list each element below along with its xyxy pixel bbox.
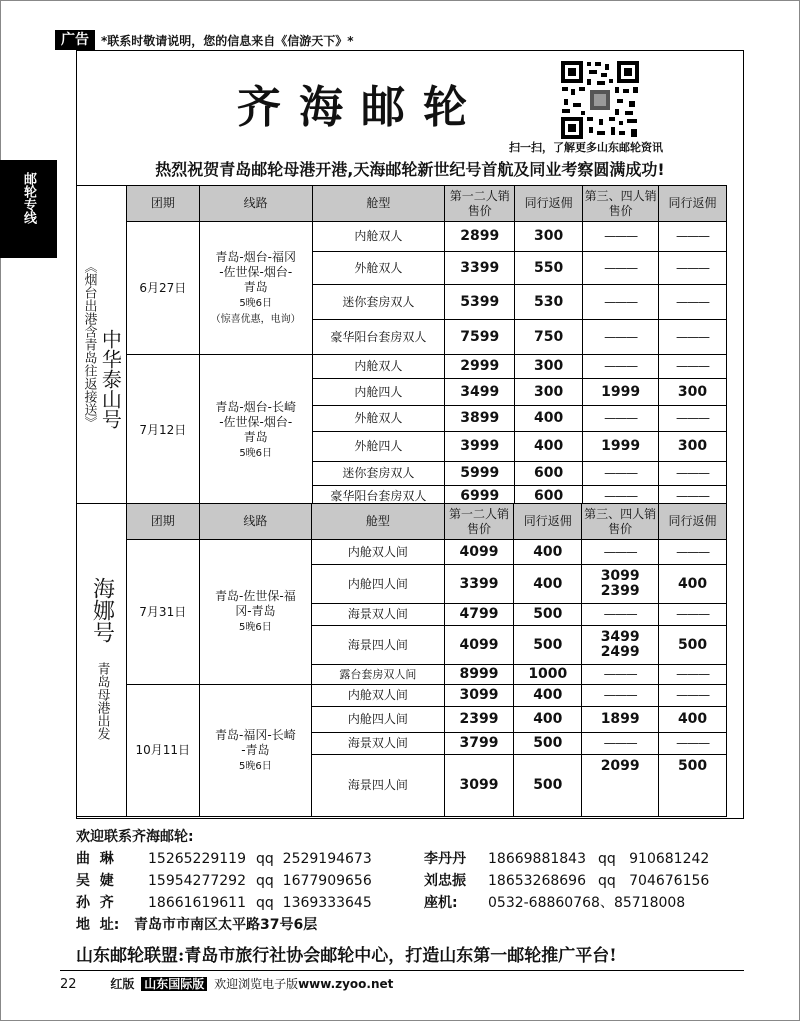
price34: ——— [583,285,659,320]
cabin-type: 外舱双人 [312,252,445,285]
footer [60,975,393,992]
rebate12: 500 [514,733,582,755]
cabin-type: 迷你套房双人 [312,462,445,486]
route-line: -青岛 [241,742,270,757]
contact-row [76,848,372,868]
contact-name: 刘忠振 [424,873,466,889]
rebate12: 300 [515,355,583,379]
header-price34: 第三、四人销售价 [582,504,659,540]
rebate12: 600 [515,462,583,486]
cabin-type: 海景双人间 [312,604,444,626]
group-date: 10月11日 [126,685,199,817]
header-route: 线路 [199,186,312,222]
cabin-type: 外舱四人 [312,432,445,462]
rebate34: ——— [659,406,727,432]
qr-code-icon[interactable] [559,59,641,141]
route-promo: （惊喜优惠，电询） [210,313,301,325]
ad-tag: 广告 [55,30,95,50]
qr-caption: 扫一扫，了解更多山东邮轮资讯 [509,141,663,154]
contact-phone: 18661619611 [148,895,246,911]
ship2-name: 海娜号 [89,576,115,643]
group-route [199,222,312,355]
section-badge: 山东国际版 [141,977,207,991]
header-rebate12: 同行返佣 [514,504,582,540]
price12: 7599 [445,320,515,355]
rebate12: 400 [514,685,582,707]
cabin-type: 内舱双人间 [312,540,444,565]
ship2-label-cell [77,504,126,817]
route-line: 青岛-烟台-福冈 [215,249,297,264]
cabin-type: 内舱四人间 [312,565,444,604]
contact-address [76,914,317,934]
rebate12: 300 [515,222,583,252]
landline-label: 座机: [424,895,458,911]
contact-qq: qq 1369333645 [256,895,372,911]
header-rebate34: 同行返佣 [659,186,727,222]
price12: 5399 [445,285,515,320]
contact-name: 李丹丹 [424,851,466,867]
rebate12: 1000 [514,665,582,685]
price12: 2399 [444,707,514,733]
ship2-table [77,503,727,817]
landline-value: 0532-68860768、85718008 [488,895,686,911]
contact-name: 孙 齐 [76,895,114,911]
footer-text: 欢迎浏览电子版 [214,977,299,991]
header-price12: 第一二人销售价 [445,186,515,222]
rebate34: 500 [659,755,727,817]
cabin-type: 外舱双人 [312,406,445,432]
rebate12: 600 [515,486,583,507]
route-line: -佐世保-烟台- [219,264,293,279]
price12: 3099 [444,755,514,817]
cabin-type: 内舱四人间 [312,707,444,733]
brand-title: 齐海邮轮 [237,82,485,133]
contact-landline [424,892,685,912]
contact-qq: qq 704676156 [598,873,710,889]
price12: 2899 [445,222,515,252]
group-date: 7月12日 [126,355,199,507]
rebate34: ——— [659,604,727,626]
price34: ——— [583,486,659,507]
address-value: 青岛市市南区太平路37号6层 [134,917,318,933]
route-line: 青岛-佐世保-福 [215,589,296,603]
route-line: -佐世保-烟台- [219,415,293,429]
contact-phone: 15954277292 [148,873,246,889]
route-line: 青岛 [243,430,268,444]
ad-header [55,30,745,50]
price34: 1999 [583,379,659,406]
route-line: 冈-青岛 [235,604,276,618]
ad-note: *联系时敬请说明，您的信息来自《信游天下》* [101,34,354,48]
route-duration: 5晚6日 [239,448,273,459]
contact-phone: 18669881843 [488,851,586,867]
price34: ——— [582,540,659,565]
price12: 4099 [444,540,514,565]
rebate12: 500 [514,626,582,665]
group-route [199,540,312,685]
group-date: 6月27日 [126,222,199,355]
rebate34: 300 [659,379,727,406]
header-cabin: 舱型 [312,504,444,540]
rebate34: ——— [659,733,727,755]
rebate12: 530 [515,285,583,320]
rebate12: 400 [514,540,582,565]
table-row [77,685,727,707]
contact-row [424,848,709,868]
side-tab-label: 邮轮专线 [21,172,36,224]
ship1-name: 中华泰山号 [98,328,123,429]
rebate34: 500 [659,626,727,665]
contact-phone: 18653268696 [488,873,586,889]
header-route: 线路 [199,504,312,540]
price34: 3099 2399 [582,565,659,604]
cabin-type: 海景双人间 [312,733,444,755]
cabin-type: 内舱双人 [312,355,445,379]
rebate12: 500 [514,755,582,817]
group-route [199,685,312,817]
header-price12: 第一二人销售价 [444,504,514,540]
ship1-table [77,185,727,507]
price12: 2999 [445,355,515,379]
rebate12: 400 [514,707,582,733]
site-link[interactable]: www.zyoo.net [298,977,394,991]
rebate12: 400 [515,432,583,462]
header-price34: 第三、四人销售价 [583,186,659,222]
rebate34: ——— [659,320,727,355]
price34: ——— [582,685,659,707]
rebate34: ——— [659,540,727,565]
ship1-label-cell [77,186,126,507]
cabin-type: 豪华阳台套房双人 [312,486,445,507]
price34: ——— [583,320,659,355]
contact-row [424,870,709,890]
route-line: 青岛 [243,279,268,294]
page-number: 22 [60,977,77,992]
header-rebate34: 同行返佣 [659,504,727,540]
price34: 2099 [582,755,659,817]
contact-row [76,892,372,912]
route-duration: 5晚6日 [239,622,272,633]
ship2-note: 青岛母港出发 [94,661,110,740]
price12: 3399 [445,252,515,285]
contact-qq: qq 910681242 [598,851,710,867]
edition-label: 红版 [110,977,135,991]
rebate34: ——— [659,222,727,252]
contact-name: 吴 婕 [76,873,114,889]
rebate34: ——— [659,285,727,320]
cabin-type: 露台套房双人间 [312,665,444,685]
price12: 4799 [444,604,514,626]
price34: ——— [583,222,659,252]
ad-box [76,50,744,819]
price34: ——— [582,665,659,685]
price34: 3499 2499 [582,626,659,665]
price12: 4099 [444,626,514,665]
price34: ——— [583,406,659,432]
group-route [199,355,312,507]
contact-qq: qq 2529194673 [256,851,372,867]
price12: 3999 [445,432,515,462]
contacts-title: 欢迎联系齐海邮轮: [76,829,194,845]
rebate12: 550 [515,252,583,285]
cabin-type: 海景四人间 [312,755,444,817]
rebate12: 400 [515,406,583,432]
group-date: 7月31日 [126,540,199,685]
cabin-type: 内舱四人 [312,379,445,406]
price12: 3799 [444,733,514,755]
slogan: 山东邮轮联盟:青岛市旅行社协会邮轮中心，打造山东第一邮轮推广平台! [76,946,617,966]
table-row [77,222,727,252]
rebate34: ——— [659,355,727,379]
price34: 1999 [583,432,659,462]
rebate34: ——— [659,486,727,507]
price34: ——— [583,355,659,379]
contact-phone: 15265229119 [148,851,246,867]
price34: ——— [582,604,659,626]
ship2-header-row [77,504,727,540]
cabin-type: 迷你套房双人 [312,285,445,320]
cabin-type: 豪华阳台套房双人 [312,320,445,355]
route-duration: 5晚6日 [239,297,273,309]
price34: 1899 [582,707,659,733]
ship1-note: 《烟台出港含青岛往返接送》 [81,259,97,429]
price12: 3099 [444,685,514,707]
rebate34: 400 [659,707,727,733]
route-line: 青岛-福冈-长崎 [215,727,296,742]
header-rebate12: 同行返佣 [515,186,583,222]
cabin-type: 海景四人间 [312,626,444,665]
contact-name: 曲 琳 [76,851,114,867]
contact-row [76,870,372,890]
price12: 6999 [445,486,515,507]
headline: 热烈祝贺青岛邮轮母港开港,天海邮轮新世纪号首航及同业考察圆满成功! [155,160,665,179]
cabin-type: 内舱双人间 [312,685,444,707]
address-label: 地 址: [76,917,120,933]
price12: 8999 [444,665,514,685]
price34: ——— [582,733,659,755]
table-row [77,355,727,379]
rebate34: ——— [659,252,727,285]
price12: 3499 [445,379,515,406]
rebate34: ——— [659,665,727,685]
footer-divider [60,970,744,971]
route-duration: 5晚6日 [239,760,272,772]
rebate34: 400 [659,565,727,604]
rebate12: 300 [515,379,583,406]
header-period: 团期 [126,186,199,222]
header-period: 团期 [126,504,199,540]
side-tab [0,160,57,258]
rebate12: 500 [514,604,582,626]
price12: 5999 [445,462,515,486]
contact-qq: qq 1677909656 [256,873,372,889]
header-cabin: 舱型 [312,186,445,222]
rebate34: ——— [659,685,727,707]
route-line: 青岛-烟台-长崎 [215,400,297,414]
price12: 3899 [445,406,515,432]
rebate34: ——— [659,462,727,486]
price34: ——— [583,462,659,486]
table-row [77,540,727,565]
rebate34: 300 [659,432,727,462]
ship1-header-row [77,186,727,222]
price12: 3399 [444,565,514,604]
price34: ——— [583,252,659,285]
rebate12: 400 [514,565,582,604]
rebate12: 750 [515,320,583,355]
cabin-type: 内舱双人 [312,222,445,252]
